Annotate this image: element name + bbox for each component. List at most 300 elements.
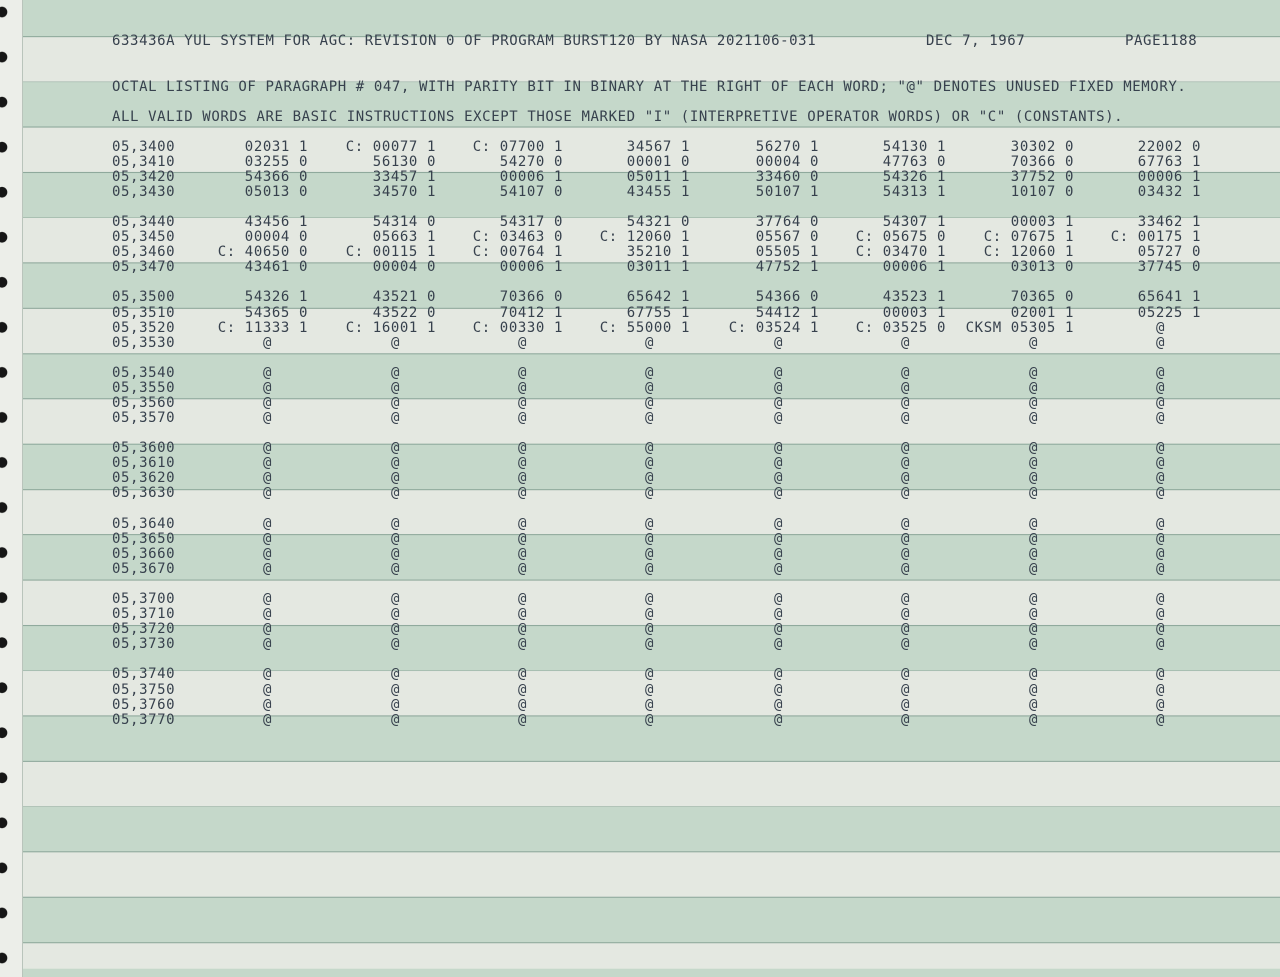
- listing-row: [0, 622, 1280, 637]
- unused-word: @: [390, 681, 400, 698]
- memory-word: 00004 0: [244, 229, 308, 246]
- unused-word: @: [517, 560, 527, 577]
- unused-word: @: [773, 334, 783, 351]
- listing-row: [0, 637, 1280, 652]
- listing-group: [0, 366, 1280, 441]
- listing: [0, 140, 1280, 743]
- address: 05,3600: [112, 440, 176, 457]
- address: 05,3630: [112, 485, 176, 502]
- memory-word: C: 00115 1: [345, 244, 436, 261]
- unused-word: @: [1155, 379, 1165, 396]
- address: 05,3500: [112, 289, 176, 306]
- unused-word: @: [773, 515, 783, 532]
- unused-word: @: [773, 711, 783, 728]
- listing-row: [0, 562, 1280, 577]
- address: 05,3470: [112, 259, 176, 276]
- unused-word: @: [644, 530, 654, 547]
- unused-word: @: [644, 621, 654, 638]
- memory-word: C: 00764 1: [472, 244, 563, 261]
- unused-word: @: [262, 696, 272, 713]
- unused-word: @: [517, 681, 527, 698]
- address: 05,3760: [112, 696, 176, 713]
- unused-word: @: [517, 591, 527, 608]
- memory-word: 43461 0: [244, 259, 308, 276]
- memory-word: 67763 1: [1137, 153, 1201, 170]
- listing-row: [0, 170, 1280, 185]
- unused-word: @: [390, 440, 400, 457]
- unused-word: @: [644, 470, 654, 487]
- memory-word: 10107 0: [1010, 183, 1074, 200]
- memory-word: 56130 0: [372, 153, 436, 170]
- unused-word: @: [517, 334, 527, 351]
- memory-word: 54412 1: [755, 304, 819, 321]
- unused-word: @: [1028, 410, 1038, 427]
- unused-word: @: [390, 666, 400, 683]
- memory-word: C: 05675 0: [855, 229, 946, 246]
- unused-word: @: [262, 560, 272, 577]
- listing-row: [0, 230, 1280, 245]
- unused-word: @: [900, 591, 910, 608]
- unused-word: @: [262, 395, 272, 412]
- memory-word: 54130 1: [882, 138, 946, 155]
- listing-row: [0, 698, 1280, 713]
- unused-word: @: [262, 470, 272, 487]
- unused-word: @: [1155, 395, 1165, 412]
- address: 05,3610: [112, 455, 176, 472]
- address: 05,3620: [112, 470, 176, 487]
- memory-word: 65642 1: [626, 289, 690, 306]
- listing-row: [0, 486, 1280, 501]
- unused-word: @: [1155, 666, 1165, 683]
- unused-word: @: [773, 470, 783, 487]
- unused-word: @: [644, 364, 654, 381]
- unused-word: @: [1155, 470, 1165, 487]
- listing-group: [0, 517, 1280, 592]
- unused-word: @: [644, 440, 654, 457]
- unused-word: @: [900, 364, 910, 381]
- unused-word: @: [644, 711, 654, 728]
- unused-word: @: [644, 334, 654, 351]
- unused-word: @: [517, 364, 527, 381]
- unused-word: @: [773, 636, 783, 653]
- unused-word: @: [900, 455, 910, 472]
- address: 05,3550: [112, 379, 176, 396]
- unused-word: @: [1155, 621, 1165, 638]
- listing-date: DEC 7, 1967: [926, 32, 1026, 49]
- unused-word: @: [1028, 621, 1038, 638]
- memory-word: C: 07700 1: [472, 138, 563, 155]
- unused-word: @: [644, 485, 654, 502]
- listing-row: [0, 381, 1280, 396]
- unused-word: @: [390, 591, 400, 608]
- listing-row: [0, 517, 1280, 532]
- address: 05,3660: [112, 545, 176, 562]
- listing-row: [0, 185, 1280, 200]
- listing-row: [0, 155, 1280, 170]
- memory-word: C: 03524 1: [728, 319, 819, 336]
- unused-word: @: [900, 621, 910, 638]
- memory-word: 43522 0: [372, 304, 436, 321]
- memory-word: C: 16001 1: [345, 319, 436, 336]
- memory-word: 54365 0: [244, 304, 308, 321]
- unused-word: @: [390, 530, 400, 547]
- unused-word: @: [262, 591, 272, 608]
- memory-word: 00003 1: [882, 304, 946, 321]
- unused-word: @: [1028, 666, 1038, 683]
- unused-word: @: [1028, 364, 1038, 381]
- memory-word: C: 12060 1: [599, 229, 690, 246]
- listing-row: [0, 306, 1280, 321]
- unused-word: @: [390, 470, 400, 487]
- unused-word: @: [390, 545, 400, 562]
- memory-word: 65641 1: [1137, 289, 1201, 306]
- unused-word: @: [773, 364, 783, 381]
- unused-word: @: [644, 545, 654, 562]
- unused-word: @: [262, 440, 272, 457]
- memory-word: C: 12060 1: [983, 244, 1074, 261]
- unused-word: @: [390, 364, 400, 381]
- address: 05,3530: [112, 334, 176, 351]
- listing-row: [0, 411, 1280, 426]
- address: 05,3570: [112, 410, 176, 427]
- memory-word: 47763 0: [882, 153, 946, 170]
- memory-word: C: 40650 0: [217, 244, 308, 261]
- unused-word: @: [644, 395, 654, 412]
- unused-word: @: [1155, 485, 1165, 502]
- unused-word: @: [1028, 455, 1038, 472]
- unused-word: @: [390, 621, 400, 638]
- address: 05,3560: [112, 395, 176, 412]
- memory-word: 56270 1: [755, 138, 819, 155]
- unused-word: @: [390, 515, 400, 532]
- address: 05,3420: [112, 168, 176, 185]
- memory-word: 03013 0: [1010, 259, 1074, 276]
- listing-row: [0, 321, 1280, 336]
- listing-group: [0, 290, 1280, 365]
- unused-word: @: [1028, 379, 1038, 396]
- memory-word: 00004 0: [755, 153, 819, 170]
- address: 05,3400: [112, 138, 176, 155]
- unused-word: @: [390, 334, 400, 351]
- memory-word: 02031 1: [244, 138, 308, 155]
- address: 05,3520: [112, 319, 176, 336]
- memory-word: 00001 0: [626, 153, 690, 170]
- memory-word: 70412 1: [499, 304, 563, 321]
- memory-word: 54326 1: [882, 168, 946, 185]
- unused-word: @: [1028, 485, 1038, 502]
- listing-row: [0, 713, 1280, 728]
- unused-word: @: [644, 515, 654, 532]
- unused-word: @: [773, 666, 783, 683]
- memory-word: 30302 0: [1010, 138, 1074, 155]
- unused-word: @: [900, 696, 910, 713]
- listing-row: [0, 245, 1280, 260]
- unused-word: @: [390, 395, 400, 412]
- unused-word: @: [1028, 560, 1038, 577]
- unused-word: @: [1155, 696, 1165, 713]
- memory-word: C: 03525 0: [855, 319, 946, 336]
- address: 05,3700: [112, 591, 176, 608]
- unused-word: @: [1028, 681, 1038, 698]
- unused-word: @: [390, 606, 400, 623]
- address: 05,3670: [112, 560, 176, 577]
- address: 05,3440: [112, 214, 176, 231]
- unused-word: @: [1028, 440, 1038, 457]
- memory-word: 35210 1: [626, 244, 690, 261]
- memory-word: 54366 0: [755, 289, 819, 306]
- unused-word: @: [262, 606, 272, 623]
- unused-word: @: [1155, 545, 1165, 562]
- memory-word: 05727 0: [1137, 244, 1201, 261]
- unused-word: @: [644, 455, 654, 472]
- unused-word: @: [1028, 545, 1038, 562]
- unused-word: @: [773, 455, 783, 472]
- unused-word: @: [262, 666, 272, 683]
- memory-word: 43456 1: [244, 214, 308, 231]
- unused-word: @: [1155, 711, 1165, 728]
- unused-word: @: [1155, 681, 1165, 698]
- listing-row: [0, 290, 1280, 305]
- memory-word: C: 00175 1: [1110, 229, 1201, 246]
- unused-word: @: [517, 621, 527, 638]
- unused-word: @: [517, 666, 527, 683]
- unused-word: @: [517, 440, 527, 457]
- listing-header-title: 633436A YUL SYSTEM FOR AGC: REVISION 0 OF PROGRAM BURST120 BY NASA 2021106-031: [112, 32, 817, 49]
- memory-word: 54107 0: [499, 183, 563, 200]
- memory-word: 70366 0: [1010, 153, 1074, 170]
- unused-word: @: [262, 379, 272, 396]
- memory-word: 43455 1: [626, 183, 690, 200]
- memory-word: 33462 1: [1137, 214, 1201, 231]
- listing-row: [0, 471, 1280, 486]
- address: 05,3450: [112, 229, 176, 246]
- unused-word: @: [644, 666, 654, 683]
- unused-word: @: [1028, 334, 1038, 351]
- memory-word: 05011 1: [626, 168, 690, 185]
- address: 05,3430: [112, 183, 176, 200]
- memory-word: 54321 0: [626, 214, 690, 231]
- unused-word: @: [773, 621, 783, 638]
- listing-row: [0, 592, 1280, 607]
- listing-row: [0, 441, 1280, 456]
- unused-word: @: [900, 379, 910, 396]
- unused-word: @: [390, 560, 400, 577]
- unused-word: @: [900, 485, 910, 502]
- listing-row: [0, 366, 1280, 381]
- memory-word: 05013 0: [244, 183, 308, 200]
- memory-word: 05663 1: [372, 229, 436, 246]
- unused-word: @: [1155, 606, 1165, 623]
- unused-word: @: [262, 545, 272, 562]
- unused-word: @: [262, 636, 272, 653]
- unused-word: @: [517, 485, 527, 502]
- unused-word: @: [517, 711, 527, 728]
- listing-group: [0, 140, 1280, 215]
- unused-word: @: [390, 711, 400, 728]
- unused-word: @: [773, 545, 783, 562]
- memory-word: 70366 0: [499, 289, 563, 306]
- memory-word: 43523 1: [882, 289, 946, 306]
- unused-word: @: [390, 696, 400, 713]
- unused-word: @: [773, 395, 783, 412]
- unused-word: @: [262, 364, 272, 381]
- unused-word: @: [1155, 364, 1165, 381]
- memory-word: 37745 0: [1137, 259, 1201, 276]
- unused-word: @: [773, 606, 783, 623]
- memory-word: 03432 1: [1137, 183, 1201, 200]
- unused-word: @: [1155, 410, 1165, 427]
- unused-word: @: [644, 410, 654, 427]
- listing-row: [0, 336, 1280, 351]
- unused-word: @: [900, 606, 910, 623]
- memory-word: 22002 0: [1137, 138, 1201, 155]
- unused-word: @: [517, 395, 527, 412]
- unused-word: @: [390, 410, 400, 427]
- listing-group: [0, 441, 1280, 516]
- unused-word: @: [517, 545, 527, 562]
- unused-word: @: [900, 666, 910, 683]
- unused-word: @: [517, 455, 527, 472]
- unused-word: @: [1155, 636, 1165, 653]
- unused-word: @: [262, 711, 272, 728]
- memory-word: C: 03463 0: [472, 229, 563, 246]
- unused-word: @: [773, 485, 783, 502]
- memory-word: 05567 0: [755, 229, 819, 246]
- unused-word: @: [900, 410, 910, 427]
- unused-word: @: [773, 560, 783, 577]
- unused-word: @: [900, 560, 910, 577]
- listing-row: [0, 667, 1280, 682]
- unused-word: @: [1155, 591, 1165, 608]
- listing-group: [0, 215, 1280, 290]
- address: 05,3540: [112, 364, 176, 381]
- listing-row: [0, 260, 1280, 275]
- unused-word: @: [900, 515, 910, 532]
- unused-word: @: [773, 591, 783, 608]
- listing-row: [0, 532, 1280, 547]
- unused-word: @: [900, 395, 910, 412]
- memory-word: 37764 0: [755, 214, 819, 231]
- address: 05,3510: [112, 304, 176, 321]
- unused-word: @: [644, 591, 654, 608]
- unused-word: @: [517, 410, 527, 427]
- unused-word: @: [773, 530, 783, 547]
- unused-word: @: [262, 515, 272, 532]
- memory-word: C: 00077 1: [345, 138, 436, 155]
- unused-word: @: [517, 470, 527, 487]
- memory-word: 02001 1: [1010, 304, 1074, 321]
- listing-row: [0, 396, 1280, 411]
- unused-word: @: [1028, 696, 1038, 713]
- listing-group: [0, 667, 1280, 742]
- unused-word: @: [900, 530, 910, 547]
- memory-word: 00006 1: [499, 259, 563, 276]
- unused-word: @: [1028, 470, 1038, 487]
- unused-word: @: [644, 681, 654, 698]
- unused-word: @: [773, 410, 783, 427]
- unused-word: @: [1155, 560, 1165, 577]
- memory-word: 70365 0: [1010, 289, 1074, 306]
- address: 05,3460: [112, 244, 176, 261]
- memory-word: 54307 1: [882, 214, 946, 231]
- unused-word: @: [773, 696, 783, 713]
- unused-word: @: [262, 485, 272, 502]
- memory-word: 00003 1: [1010, 214, 1074, 231]
- unused-word: @: [1028, 606, 1038, 623]
- memory-word: 54326 1: [244, 289, 308, 306]
- address: 05,3740: [112, 666, 176, 683]
- memory-word: 00006 1: [1137, 168, 1201, 185]
- memory-word: 05225 1: [1137, 304, 1201, 321]
- memory-word: 37752 0: [1010, 168, 1074, 185]
- listing-row: [0, 456, 1280, 471]
- checksum-word: CKSM 05305 1: [965, 319, 1074, 336]
- memory-word: 47752 1: [755, 259, 819, 276]
- address: 05,3650: [112, 530, 176, 547]
- unused-word: @: [773, 440, 783, 457]
- unused-word: @: [1155, 440, 1165, 457]
- memory-word: C: 03470 1: [855, 244, 946, 261]
- memory-word: 33460 0: [755, 168, 819, 185]
- listing-note-octal: OCTAL LISTING OF PARAGRAPH # 047, WITH PARITY BIT IN BINARY AT THE RIGHT OF EACH WORD; "@" DENOTES UNUSED FIXED MEMORY.: [112, 78, 1187, 95]
- unused-word: @: [1028, 636, 1038, 653]
- unused-word: @: [1155, 455, 1165, 472]
- unused-word: @: [900, 681, 910, 698]
- unused-word: @: [1028, 711, 1038, 728]
- unused-word: @: [517, 379, 527, 396]
- unused-word: @: [390, 455, 400, 472]
- unused-word: @: [900, 545, 910, 562]
- unused-word: @: [900, 711, 910, 728]
- unused-word: @: [900, 334, 910, 351]
- memory-word: 05505 1: [755, 244, 819, 261]
- unused-word: @: [644, 560, 654, 577]
- listing-row: [0, 547, 1280, 562]
- memory-word: C: 07675 1: [983, 229, 1074, 246]
- address: 05,3640: [112, 515, 176, 532]
- unused-word: @: [644, 636, 654, 653]
- unused-word: @: [517, 696, 527, 713]
- unused-word: @: [900, 440, 910, 457]
- unused-word: @: [390, 636, 400, 653]
- address: 05,3720: [112, 621, 176, 638]
- unused-word: @: [262, 455, 272, 472]
- memory-word: 54314 0: [372, 214, 436, 231]
- unused-word: @: [517, 530, 527, 547]
- memory-word: 43521 0: [372, 289, 436, 306]
- unused-word: @: [390, 485, 400, 502]
- memory-word: 54313 1: [882, 183, 946, 200]
- unused-word: @: [900, 470, 910, 487]
- unused-word: @: [1028, 591, 1038, 608]
- memory-word: 54366 0: [244, 168, 308, 185]
- unused-word: @: [1155, 319, 1165, 336]
- memory-word: 03255 0: [244, 153, 308, 170]
- listing-row: [0, 140, 1280, 155]
- unused-word: @: [517, 636, 527, 653]
- memory-word: 54317 0: [499, 214, 563, 231]
- listing-note-valid-words: ALL VALID WORDS ARE BASIC INSTRUCTIONS EXCEPT THOSE MARKED "I" (INTERPRETIVE OPERATOR WORDS) OR "C" (CONSTANTS).: [112, 108, 1124, 125]
- unused-word: @: [1155, 334, 1165, 351]
- listing-group: [0, 592, 1280, 667]
- listing-row: [0, 215, 1280, 230]
- unused-word: @: [262, 621, 272, 638]
- unused-word: @: [517, 606, 527, 623]
- unused-word: @: [773, 379, 783, 396]
- unused-word: @: [1155, 530, 1165, 547]
- memory-word: 34570 1: [372, 183, 436, 200]
- memory-word: C: 55000 1: [599, 319, 690, 336]
